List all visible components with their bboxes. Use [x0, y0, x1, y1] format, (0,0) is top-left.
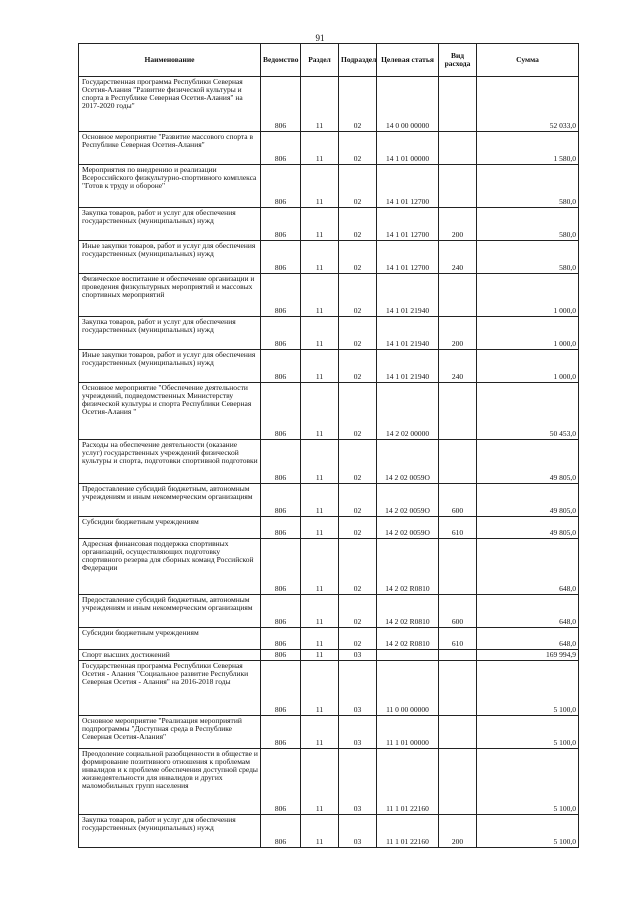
row-subsection: 03 — [339, 661, 377, 716]
row-dept: 806 — [261, 274, 301, 317]
row-dept: 806 — [261, 484, 301, 517]
row-sum: 648,0 — [477, 539, 579, 595]
row-sum: 49 805,0 — [477, 484, 579, 517]
row-exp-type: 610 — [439, 628, 477, 650]
budget-table — [78, 43, 579, 848]
row-section: 11 — [301, 440, 339, 484]
table-row — [79, 208, 579, 241]
row-exp-type — [439, 539, 477, 595]
row-exp-type — [439, 383, 477, 440]
column-header-dept: Ведомство — [261, 44, 301, 77]
row-subsection: 02 — [339, 484, 377, 517]
column-header-exp-type: Вид расхода — [439, 44, 477, 77]
row-sum: 1 000,0 — [477, 350, 579, 383]
table-row — [79, 241, 579, 274]
row-target: 14 1 01 00000 — [377, 132, 439, 165]
row-dept: 806 — [261, 350, 301, 383]
row-name: Государственная программа Республики Северная Осетия-Алания "Развитие физической культуры и спорта в Республике Северная Осетия-Алания" на 2017-2020 годы" — [79, 77, 261, 132]
row-target: 14 2 02 R0810 — [377, 595, 439, 628]
row-name: Закупка товаров, работ и услуг для обеспечения государственных (муниципальных) нужд — [79, 317, 261, 350]
row-subsection: 02 — [339, 595, 377, 628]
row-dept: 806 — [261, 716, 301, 749]
row-dept: 806 — [261, 241, 301, 274]
row-section: 11 — [301, 650, 339, 661]
row-subsection: 02 — [339, 274, 377, 317]
row-section: 11 — [301, 539, 339, 595]
row-sum: 580,0 — [477, 165, 579, 208]
table-row — [79, 716, 579, 749]
row-sum: 5 100,0 — [477, 661, 579, 716]
row-subsection: 02 — [339, 132, 377, 165]
column-header-sum: Сумма — [477, 44, 579, 77]
table-row — [79, 77, 579, 132]
row-subsection: 02 — [339, 440, 377, 484]
row-dept: 806 — [261, 517, 301, 539]
row-exp-type: 240 — [439, 241, 477, 274]
row-section: 11 — [301, 628, 339, 650]
row-target: 11 1 01 22160 — [377, 749, 439, 815]
row-target: 14 1 01 21940 — [377, 350, 439, 383]
row-exp-type: 600 — [439, 484, 477, 517]
row-dept: 806 — [261, 815, 301, 848]
row-name: Иные закупки товаров, работ и услуг для обеспечения государственных (муниципальных) нужд — [79, 350, 261, 383]
row-exp-type — [439, 165, 477, 208]
row-exp-type — [439, 440, 477, 484]
row-sum: 1 000,0 — [477, 317, 579, 350]
row-sum: 169 994,9 — [477, 650, 579, 661]
table-row — [79, 440, 579, 484]
table-row — [79, 165, 579, 208]
row-sum: 50 453,0 — [477, 383, 579, 440]
row-exp-type — [439, 661, 477, 716]
row-subsection: 02 — [339, 77, 377, 132]
row-name: Субсидии бюджетным учреждениям — [79, 628, 261, 650]
row-name: Основное мероприятие "Развитие массового спорта в Республике Северная Осетия-Алания" — [79, 132, 261, 165]
row-name: Государственная программа Республики Северная Осетия - Алания "Социальное развитие Республики Северная Осетия - Алания" на 2016-2018 годы — [79, 661, 261, 716]
table-row — [79, 815, 579, 848]
row-section: 11 — [301, 815, 339, 848]
row-section: 11 — [301, 716, 339, 749]
row-exp-type — [439, 716, 477, 749]
row-subsection: 02 — [339, 350, 377, 383]
row-target: 14 2 02 R0810 — [377, 539, 439, 595]
row-name: Основное мероприятие "Обеспечение деятельности учреждений, подведомственных Министерству физической культуры и спорта Республики Северная Осетия-Алания " — [79, 383, 261, 440]
table-row — [79, 274, 579, 317]
row-dept: 806 — [261, 77, 301, 132]
row-name: Расходы на обеспечение деятельности (оказание услуг) государственных учреждений физической культуры и спорта, подготовки спортивной подготовки — [79, 440, 261, 484]
row-section: 11 — [301, 595, 339, 628]
row-sum: 648,0 — [477, 628, 579, 650]
row-subsection: 02 — [339, 165, 377, 208]
row-sum: 5 100,0 — [477, 815, 579, 848]
table-row — [79, 539, 579, 595]
row-subsection: 03 — [339, 716, 377, 749]
row-name: Предоставление субсидий бюджетным, автономным учреждениям и иным некоммерческим организациям — [79, 595, 261, 628]
row-target: 14 1 01 12700 — [377, 241, 439, 274]
row-exp-type — [439, 77, 477, 132]
row-section: 11 — [301, 749, 339, 815]
row-dept: 806 — [261, 383, 301, 440]
row-sum: 580,0 — [477, 208, 579, 241]
row-section: 11 — [301, 383, 339, 440]
column-header-name: Наименование — [79, 44, 261, 77]
row-exp-type — [439, 132, 477, 165]
row-dept: 806 — [261, 132, 301, 165]
row-section: 11 — [301, 132, 339, 165]
row-section: 11 — [301, 661, 339, 716]
table-row — [79, 628, 579, 650]
row-dept: 806 — [261, 317, 301, 350]
row-dept: 806 — [261, 628, 301, 650]
row-target: 14 0 00 00000 — [377, 77, 439, 132]
row-dept: 806 — [261, 165, 301, 208]
column-header-target: Целевая статья — [377, 44, 439, 77]
table-row — [79, 650, 579, 661]
row-sum: 1 580,0 — [477, 132, 579, 165]
row-exp-type: 610 — [439, 517, 477, 539]
table-row — [79, 317, 579, 350]
row-target: 14 2 02 0059О — [377, 517, 439, 539]
column-header-section: Раздел — [301, 44, 339, 77]
row-exp-type: 600 — [439, 595, 477, 628]
table-row — [79, 484, 579, 517]
row-target: 11 1 01 00000 — [377, 716, 439, 749]
row-target: 14 1 01 21940 — [377, 274, 439, 317]
row-subsection: 02 — [339, 517, 377, 539]
row-target: 11 1 01 22160 — [377, 815, 439, 848]
row-subsection: 02 — [339, 539, 377, 595]
row-section: 11 — [301, 350, 339, 383]
row-name: Адресная финансовая поддержка спортивных организаций, осуществляющих подготовку спортивного резерва для сборных команд Российской Федерации — [79, 539, 261, 595]
row-subsection: 02 — [339, 628, 377, 650]
row-dept: 806 — [261, 650, 301, 661]
row-sum: 49 805,0 — [477, 517, 579, 539]
row-name: Мероприятия по внедрению и реализации Всероссийского физкультурно-спортивного комплекса "Готов к труду и обороне" — [79, 165, 261, 208]
row-target: 14 2 02 00000 — [377, 383, 439, 440]
row-subsection: 03 — [339, 749, 377, 815]
page-number: 91 — [315, 33, 325, 43]
row-sum: 49 805,0 — [477, 440, 579, 484]
row-sum: 580,0 — [477, 241, 579, 274]
row-target: 14 1 01 12700 — [377, 165, 439, 208]
row-exp-type: 200 — [439, 208, 477, 241]
table-row — [79, 350, 579, 383]
row-dept: 806 — [261, 749, 301, 815]
row-target: 14 2 02 0059О — [377, 440, 439, 484]
row-target: 14 1 01 21940 — [377, 317, 439, 350]
row-exp-type — [439, 749, 477, 815]
row-sum: 1 000,0 — [477, 274, 579, 317]
row-subsection: 02 — [339, 383, 377, 440]
row-dept: 806 — [261, 440, 301, 484]
row-exp-type: 240 — [439, 350, 477, 383]
row-target: 14 1 01 12700 — [377, 208, 439, 241]
table-row — [79, 595, 579, 628]
row-name: Предоставление субсидий бюджетным, автономным учреждениям и иным некоммерческим организациям — [79, 484, 261, 517]
table-row — [79, 749, 579, 815]
row-name: Основное мероприятие "Реализация мероприятий подпрограммы "Доступная среда в Республике Северная Осетия-Алания" — [79, 716, 261, 749]
row-dept: 806 — [261, 661, 301, 716]
row-name: Закупка товаров, работ и услуг для обеспечения государственных (муниципальных) нужд — [79, 208, 261, 241]
row-dept: 806 — [261, 595, 301, 628]
row-exp-type: 200 — [439, 317, 477, 350]
row-name: Иные закупки товаров, работ и услуг для обеспечения государственных (муниципальных) нужд — [79, 241, 261, 274]
row-name: Физическое воспитание и обеспечение организации и проведения физкультурных мероприятий и массовых спортивных мероприятий — [79, 274, 261, 317]
table-row — [79, 517, 579, 539]
row-section: 11 — [301, 241, 339, 274]
row-exp-type: 200 — [439, 815, 477, 848]
row-section: 11 — [301, 274, 339, 317]
row-name: Закупка товаров, работ и услуг для обеспечения государственных (муниципальных) нужд — [79, 815, 261, 848]
row-subsection: 03 — [339, 815, 377, 848]
table-row — [79, 383, 579, 440]
row-target: 11 0 00 00000 — [377, 661, 439, 716]
row-section: 11 — [301, 165, 339, 208]
row-sum: 5 100,0 — [477, 716, 579, 749]
row-target — [377, 650, 439, 661]
row-section: 11 — [301, 317, 339, 350]
row-subsection: 02 — [339, 317, 377, 350]
row-section: 11 — [301, 77, 339, 132]
row-subsection: 02 — [339, 208, 377, 241]
table-header-row — [79, 44, 579, 77]
row-section: 11 — [301, 517, 339, 539]
table-row — [79, 132, 579, 165]
column-header-subsection: Подраздел — [339, 44, 377, 77]
row-sum: 5 100,0 — [477, 749, 579, 815]
row-section: 11 — [301, 208, 339, 241]
row-dept: 806 — [261, 539, 301, 595]
row-exp-type — [439, 274, 477, 317]
row-name: Преодоление социальной разобщенности в обществе и формирование позитивного отношения к проблемам инвалидов и к проблеме обеспечения доступной среды жизнедеятельности для инвалидов и других маломобильных групп населения — [79, 749, 261, 815]
row-target: 14 2 02 R0810 — [377, 628, 439, 650]
row-subsection: 02 — [339, 241, 377, 274]
row-sum: 648,0 — [477, 595, 579, 628]
row-sum: 52 033,0 — [477, 77, 579, 132]
table-row — [79, 661, 579, 716]
row-subsection: 03 — [339, 650, 377, 661]
row-exp-type — [439, 650, 477, 661]
row-target: 14 2 02 0059О — [377, 484, 439, 517]
row-name: Субсидии бюджетным учреждениям — [79, 517, 261, 539]
row-section: 11 — [301, 484, 339, 517]
row-dept: 806 — [261, 208, 301, 241]
row-name: Спорт высших достижений — [79, 650, 261, 661]
